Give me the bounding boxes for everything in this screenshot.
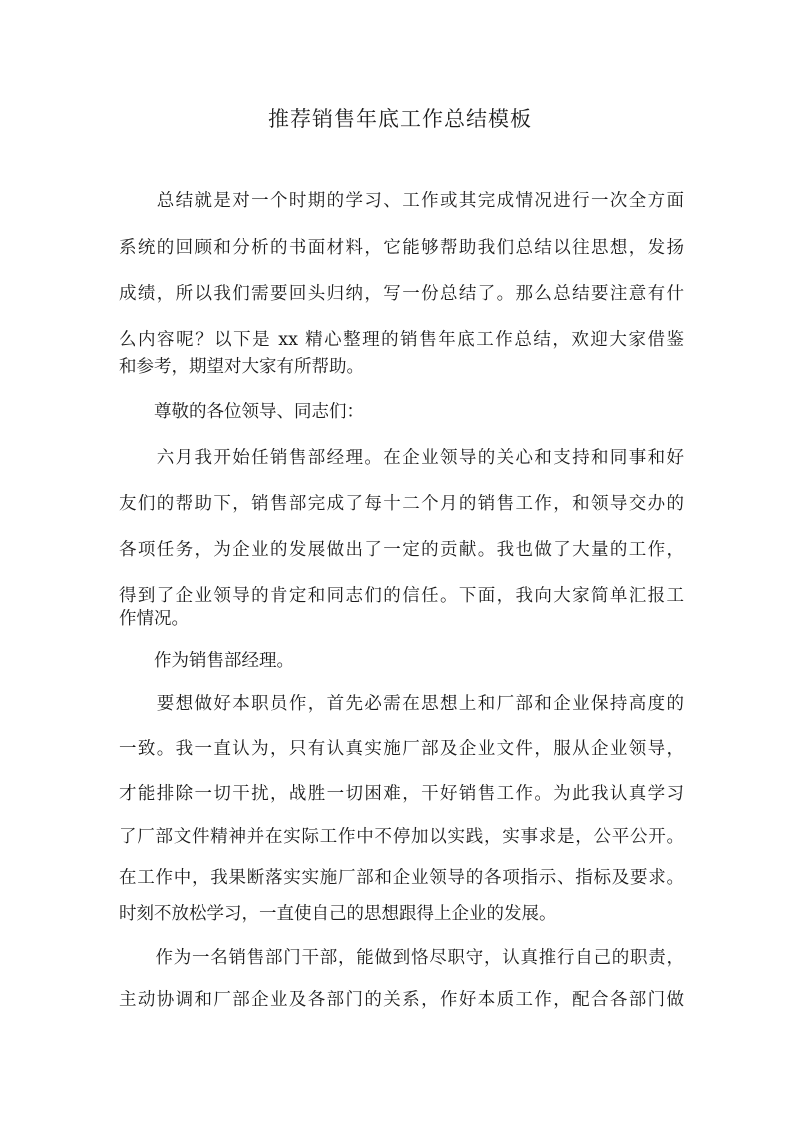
text-line: 得到了企业领导的肯定和同志们的信任。下面，我向大家简单汇报工 xyxy=(119,586,684,606)
text-line: 系统的回顾和分析的书面材料，它能够帮助我们总结以往思想，发扬 xyxy=(119,238,684,258)
text-line: 作为一名销售部门干部，能做到恪尽职守，认真推行自己的职责， xyxy=(119,948,684,968)
text-line: 成绩，所以我们需要回头归纳，写一份总结了。那么总结要注意有什 xyxy=(119,284,684,304)
text-line: 时刻不放松学习，一直使自己的思想跟得上企业的发展。 xyxy=(119,904,557,924)
document-title: 推荐销售年底工作总结模板 xyxy=(268,107,532,131)
text-line: 六月我开始任销售部经理。在企业领导的关心和支持和同事和好 xyxy=(119,448,684,468)
text-line: 在工作中，我果断落实实施厂部和企业领导的各项指示、指标及要求。 xyxy=(119,868,684,888)
text-line: 作情况。 xyxy=(119,609,189,629)
text-line: 总结就是对一个时期的学习、工作或其完成情况进行一次全方面 xyxy=(119,191,684,211)
text-line: 了厂部文件精神并在实际工作中不停加以实践，实事求是，公平公开。 xyxy=(119,827,684,847)
text-line: 么内容呢？以下是 xx 精心整理的销售年底工作总结，欢迎大家借鉴 xyxy=(119,330,684,350)
text-line: 各项任务，为企业的发展做出了一定的贡献。我也做了大量的工作， xyxy=(119,540,684,560)
text-line: 主动协调和厂部企业及各部门的关系，作好本质工作，配合各部门做 xyxy=(119,990,684,1010)
text-line: 作为销售部经理。 xyxy=(119,651,294,671)
text-line: 要想做好本职员作，首先必需在思想上和厂部和企业保持高度的 xyxy=(119,694,684,714)
text-line: 友们的帮助下，销售部完成了每十二个月的销售工作，和领导交办的 xyxy=(119,494,684,514)
text-line: 和参考，期望对大家有所帮助。 xyxy=(119,357,364,377)
text-line: 尊敬的各位领导、同志们： xyxy=(119,402,364,422)
text-line: 才能排除一切干扰，战胜一切困难，干好销售工作。为此我认真学习 xyxy=(119,784,684,804)
text-line: 一致。我一直认为，只有认真实施厂部及企业文件，服从企业领导， xyxy=(119,739,684,759)
